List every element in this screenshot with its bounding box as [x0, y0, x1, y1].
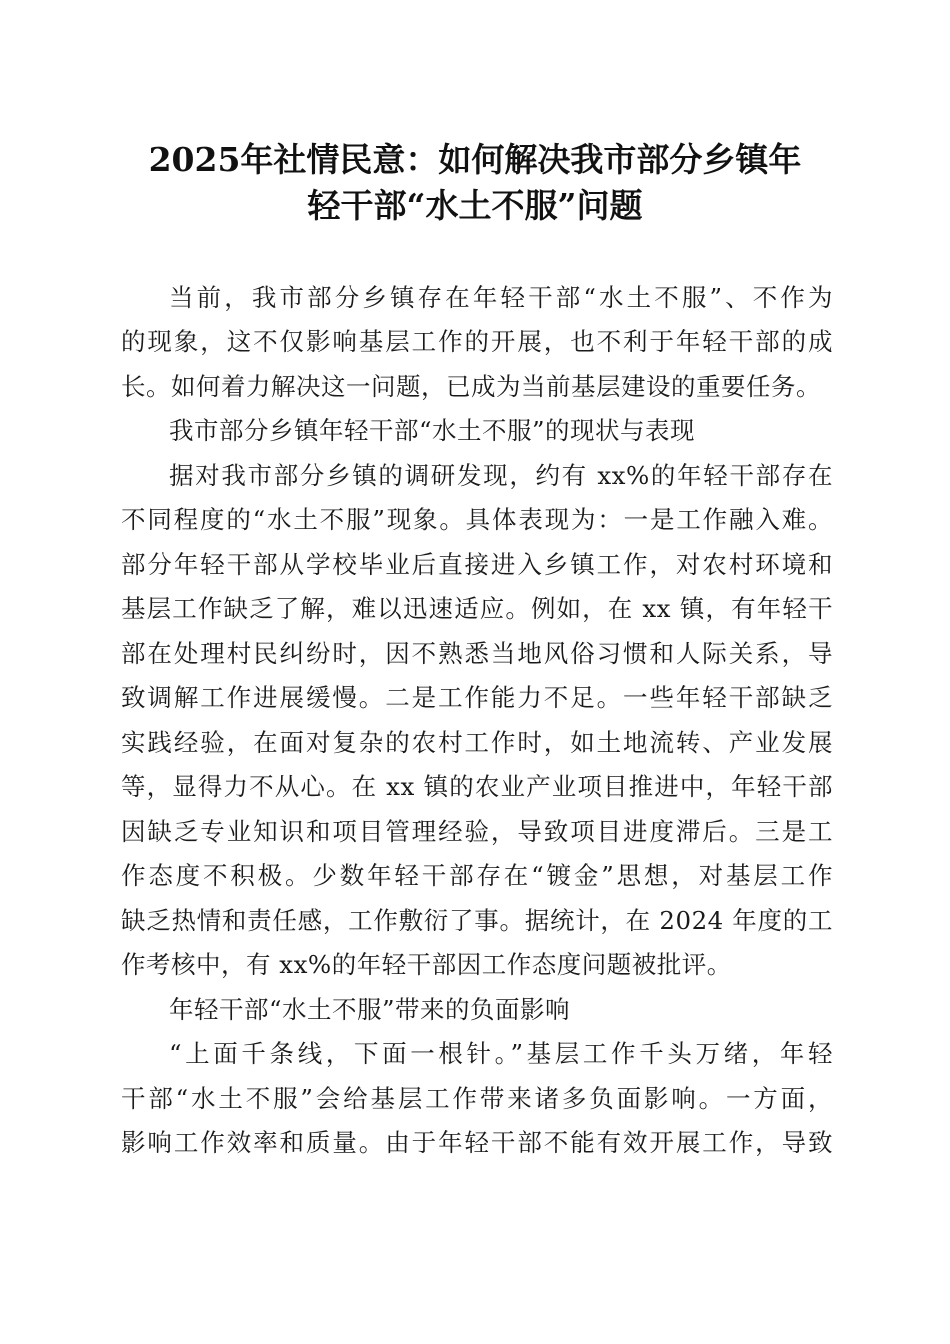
- paragraph-intro-line: 长。如何着力解决这一问题，已成为当前基层建设的重要任务。: [121, 372, 821, 401]
- paragraph-status-line: 作态度不积极。少数年轻干部存在“镀金”思想，对基层工作: [121, 861, 833, 890]
- paragraph-impact-line: “上面千条线，下面一根针。”基层工作千头万绪，年轻: [169, 1039, 833, 1068]
- document-title-line-2: 轻干部“水土不服”问题: [307, 186, 643, 225]
- paragraph-status-line: 实践经验，在面对复杂的农村工作时，如土地流转、产业发展: [121, 728, 833, 757]
- paragraph-intro-line: 的现象，这不仅影响基层工作的开展，也不利于年轻干部的成: [121, 327, 833, 356]
- paragraph-status-line: 部分年轻干部从学校毕业后直接进入乡镇工作，对农村环境和: [121, 550, 833, 579]
- paragraph-status-line: 不同程度的“水土不服”现象。具体表现为：一是工作融入难。: [121, 505, 833, 534]
- paragraph-status-line: 据对我市部分乡镇的调研发现，约有 xx%的年轻干部存在: [169, 461, 833, 490]
- paragraph-status-line: 等，显得力不从心。在 xx 镇的农业产业项目推进中，年轻干部: [121, 772, 833, 801]
- paragraph-status-line: 部在处理村民纠纷时，因不熟悉当地风俗习惯和人际关系，导: [121, 639, 833, 668]
- paragraph-status-line: 缺乏热情和责任感，工作敷衍了事。据统计，在 2024 年度的工: [121, 906, 833, 935]
- paragraph-status-line: 基层工作缺乏了解，难以迅速适应。例如，在 xx 镇，有年轻干: [121, 594, 833, 623]
- paragraph-status-line: 作考核中，有 xx%的年轻干部因工作态度问题被批评。: [121, 950, 732, 979]
- paragraph-impact-line: 影响工作效率和质量。由于年轻干部不能有效开展工作，导致: [121, 1128, 833, 1157]
- section-heading-status: 我市部分乡镇年轻干部“水土不服”的现状与表现: [169, 416, 696, 445]
- paragraph-intro-line: 当前，我市部分乡镇存在年轻干部“水土不服”、不作为: [169, 283, 833, 312]
- document-title-line-1: 2025年社情民意：如何解决我市部分乡镇年: [148, 140, 802, 179]
- section-heading-impact: 年轻干部“水土不服”带来的负面影响: [169, 995, 571, 1024]
- paragraph-status-line: 因缺乏专业知识和项目管理经验，导致项目进度滞后。三是工: [121, 817, 833, 846]
- paragraph-status-line: 致调解工作进展缓慢。二是工作能力不足。一些年轻干部缺乏: [121, 683, 833, 712]
- paragraph-impact-line: 干部“水土不服”会给基层工作带来诸多负面影响。一方面，: [121, 1084, 833, 1113]
